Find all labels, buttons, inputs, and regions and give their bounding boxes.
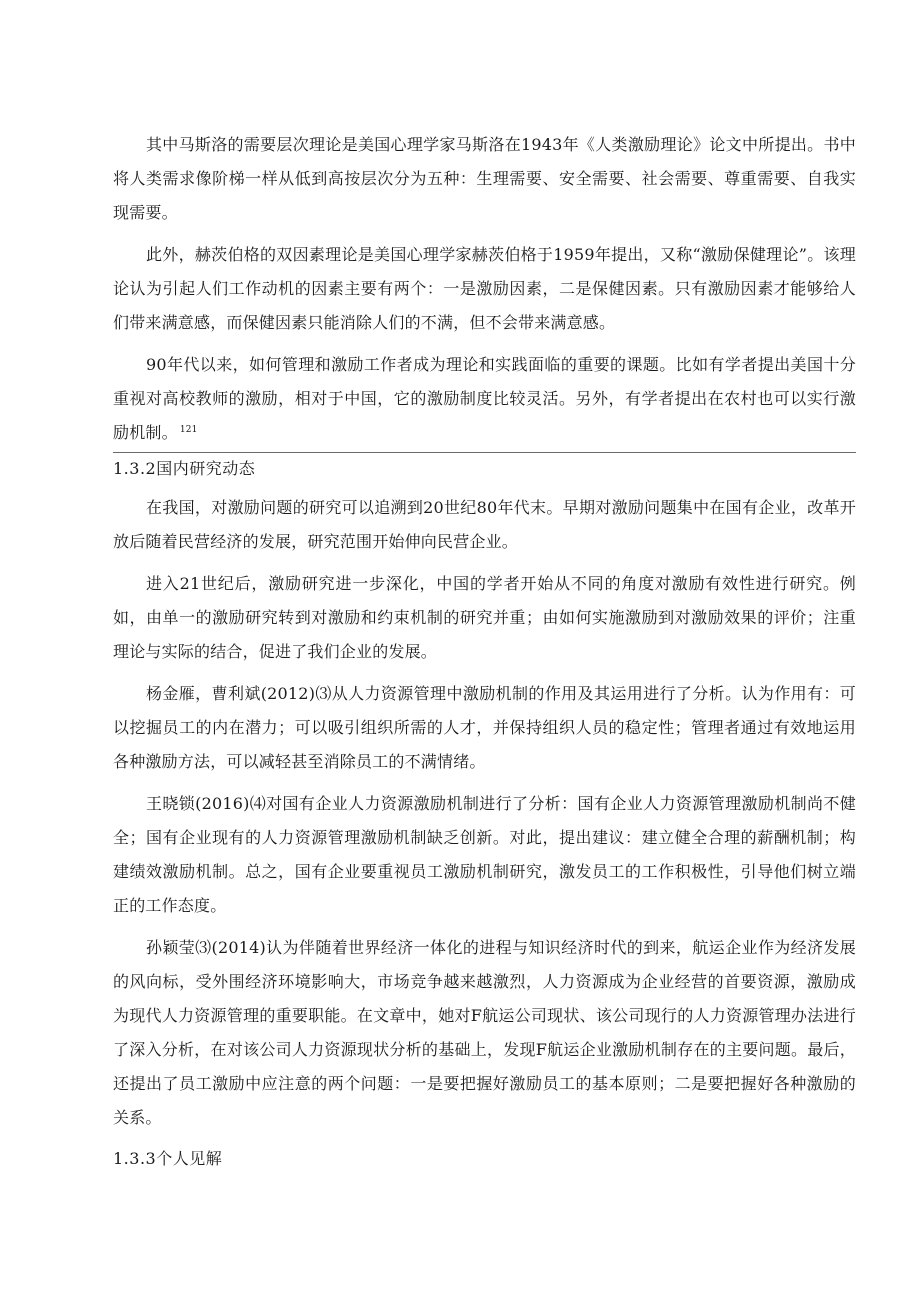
paragraph-domestic-history: 在我国，对激励问题的研究可以追溯到20世纪80年代末。早期对激励问题集中在国有企业，改革开放后随着民营经济的发展，研究范围开始伸向民营企业。 bbox=[113, 498, 856, 551]
document-body bbox=[113, 128, 856, 1181]
paragraph-1990s-text: 90年代以来，如何管理和激励工作者成为理论和实践面临的重要的课题。比如有学者提出美国十分重视对高校教师的激励，相对于中国，它的激励制度比较灵活。另外，有学者提出在农村也可以实行激励机制。 bbox=[113, 355, 856, 442]
paragraph-21st-century: 进入21世纪后，激励研究进一步深化，中国的学者开始从不同的角度对激励有效性进行研究。例如，由单一的激励研究转到对激励和约束机制的研究并重；由如何实施激励到对激励效果的评价；注重理论与实际的结合，促进了我们企业的发展。 bbox=[113, 574, 856, 661]
paragraph-yang-cao: 杨金雁，曹利斌(2012)⑶从人力资源管理中激励机制的作用及其运用进行了分析。认为作用有：可以挖掘员工的内在潜力；可以吸引组织所需的人才，并保持组织人员的稳定性；管理者通过有效地运用各种激励方法，可以减轻甚至消除员工的不满情绪。 bbox=[113, 684, 856, 771]
paragraph-maslow: 其中马斯洛的需要层次理论是美国心理学家马斯洛在1943年《人类激励理论》论文中所提出。书中将人类需求像阶梯一样从低到高按层次分为五种：生理需要、安全需要、社会需要、尊重需要、自我实现需要。 bbox=[113, 135, 856, 222]
section-heading-domestic-research: 1.3.2国内研究动态 bbox=[113, 459, 256, 478]
paragraph-herzberg: 此外，赫茨伯格的双因素理论是美国心理学家赫茨伯格于1959年提出，又称“激励保健理论”。该理论认为引起人们工作动机的因素主要有两个：一是激励因素，二是保健因素。只有激励因素才能够给人们带来满意感，而保健因素只能消除人们的不满，但不会带来满意感。 bbox=[113, 245, 856, 332]
section-heading-personal-view: 1.3.3个人见解 bbox=[113, 1149, 223, 1168]
paragraph-1990s bbox=[113, 348, 856, 450]
paragraph-wang: 王晓锁(2016)⑷对国有企业人力资源激励机制进行了分析：国有企业人力资源管理激励机制尚不健全；国有企业现有的人力资源管理激励机制缺乏创新。对此，提出建议：建立健全合理的薪酬机制；构建绩效激励机制。总之，国有企业要重视员工激励机制研究，激发员工的工作积极性，引导他们树立端正的工作态度。 bbox=[113, 794, 856, 915]
footnote-reference: 121 bbox=[179, 424, 198, 435]
paragraph-sun: 孙颖莹⑶(2014)认为伴随着世界经济一体化的进程与知识经济时代的到来，航运企业作为经济发展的风向标，受外围经济环境影响大，市场竞争越来越激烈，人力资源成为企业经营的首要资源，激励成为现代人力资源管理的重要职能。在文章中，她对F航运公司现状、该公司现行的人力资源管理办法进行了深入分析，在对该公司人力资源现状分析的基础上，发现F航运企业激励机制存在的主要问题。最后，还提出了员工激励中应注意的两个问题：一是要把握好激励员工的基本原则；二是要把握好各种激励的关系。 bbox=[113, 938, 856, 1127]
